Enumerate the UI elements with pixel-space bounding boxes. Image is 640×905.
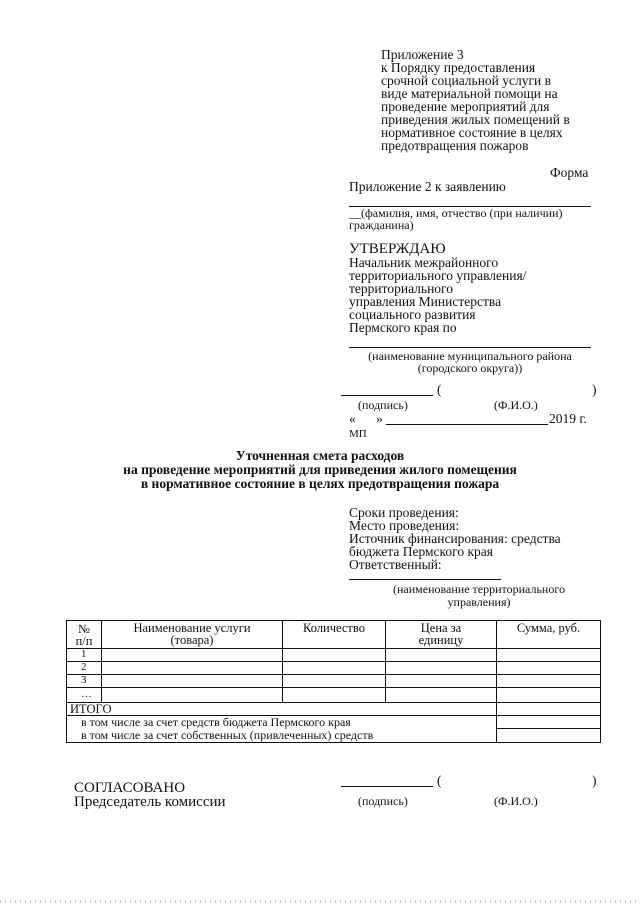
- header-num: № п/п: [75, 622, 93, 648]
- date-quote-open: «: [349, 411, 356, 426]
- form-label: Форма: [550, 165, 589, 180]
- row-number: …: [81, 688, 92, 700]
- row-number: 1: [81, 648, 87, 660]
- agreed-title: СОГЛАСОВАНО: [74, 780, 186, 796]
- header-price: Цена за единицу: [418, 621, 464, 647]
- date-quote-close: »: [376, 411, 383, 426]
- header-quantity: Количество: [303, 621, 365, 635]
- annex-line: приведения жилых помещений в: [381, 112, 570, 127]
- date-year: 2019 г.: [549, 411, 587, 426]
- approve-paren-close: ): [592, 382, 597, 397]
- annex-line: Приложение 3: [381, 47, 464, 62]
- annex-line: виде материальной помощи на: [381, 86, 558, 101]
- table-row-divider: [67, 648, 600, 649]
- approve-block: [349, 256, 526, 334]
- row-number: 3: [81, 674, 87, 686]
- budget-row-label: в том числе за счет средств бюджета Пермского края: [81, 715, 351, 729]
- applicant-caption-line2: гражданина): [349, 218, 414, 232]
- agreed-fio-caption: (Ф.И.О.): [494, 794, 538, 808]
- approve-signature-caption: (подпись): [358, 398, 408, 412]
- approve-line: Начальник межрайонного: [349, 255, 499, 270]
- funding-line1: Источник финансирования: средства: [349, 531, 561, 546]
- applicant-prefix: __: [349, 206, 361, 220]
- table-row-divider: [496, 728, 600, 729]
- approve-signature-line[interactable]: [341, 395, 433, 396]
- responsible-caption-line1: (наименование территориального: [393, 582, 565, 596]
- annex-header: [381, 48, 611, 152]
- table-row-divider: [67, 702, 600, 703]
- table-col-divider: [496, 621, 497, 743]
- header-service: Наименование услуги (товара): [133, 621, 251, 647]
- scan-edge-artifact: [0, 900, 640, 903]
- municipality-line[interactable]: [349, 347, 591, 348]
- table-row-divider: [67, 661, 600, 662]
- header-sum: Сумма, руб.: [516, 621, 581, 635]
- agreed-paren-open: (: [437, 773, 442, 788]
- annex-line: срочной социальной услуги в: [381, 73, 552, 88]
- heading-line2: на проведение мероприятий для приведения жилого помещения: [123, 462, 517, 477]
- row-number: 2: [81, 661, 87, 673]
- approve-fio-caption: (Ф.И.О.): [494, 398, 538, 412]
- agreed-paren-close: ): [592, 773, 597, 788]
- approve-line: управления Министерства: [349, 294, 502, 309]
- table-row-divider: [67, 687, 600, 688]
- municipality-caption-line2: (городского округа)): [417, 361, 523, 375]
- date-line[interactable]: [386, 424, 548, 425]
- approve-line: социального развития: [349, 307, 476, 322]
- own-funds-row-label: в том числе за счет собственных (привлеченных) средств: [81, 728, 374, 742]
- applicant-caption-line1: (фамилия, имя, отчество (при наличии): [361, 206, 563, 220]
- stamp-label: МП: [349, 428, 367, 440]
- annex-line: проведение мероприятий для: [381, 99, 550, 114]
- heading-line1: Уточненная смета расходов: [235, 448, 405, 463]
- details-block: [349, 506, 561, 571]
- annex-line: к Порядку предоставления: [381, 60, 536, 75]
- approve-line: территориального управления/: [349, 268, 527, 283]
- municipality-caption-line1: (наименование муниципального района: [368, 349, 572, 363]
- services-table: [66, 620, 601, 743]
- responsible-label: Ответственный:: [349, 557, 442, 572]
- approve-line: территориального: [349, 281, 453, 296]
- agreed-signature-caption: (подпись): [358, 794, 408, 808]
- annex-line: нормативное состояние в целях: [381, 125, 563, 140]
- table-row-divider: [67, 674, 600, 675]
- agreed-role: Председатель комиссии: [74, 794, 226, 810]
- responsible-line[interactable]: [349, 579, 501, 580]
- appendix-label: Приложение 2 к заявлению: [349, 179, 506, 194]
- place-label: Место проведения:: [349, 518, 460, 533]
- terms-label: Сроки проведения:: [349, 505, 459, 520]
- total-label: ИТОГО: [70, 702, 112, 716]
- approve-title: УТВЕРЖДАЮ: [349, 241, 446, 257]
- responsible-caption-line2: управления): [447, 595, 511, 609]
- funding-line2: бюджета Пермского края: [349, 544, 493, 559]
- agreed-signature-line[interactable]: [341, 786, 433, 787]
- approve-line: Пермского края по: [349, 320, 457, 335]
- heading-line3: в нормативное состояние в целях предотвращения пожара: [140, 476, 500, 491]
- approve-paren-open: (: [437, 382, 442, 397]
- annex-line: предотвращения пожаров: [381, 138, 529, 153]
